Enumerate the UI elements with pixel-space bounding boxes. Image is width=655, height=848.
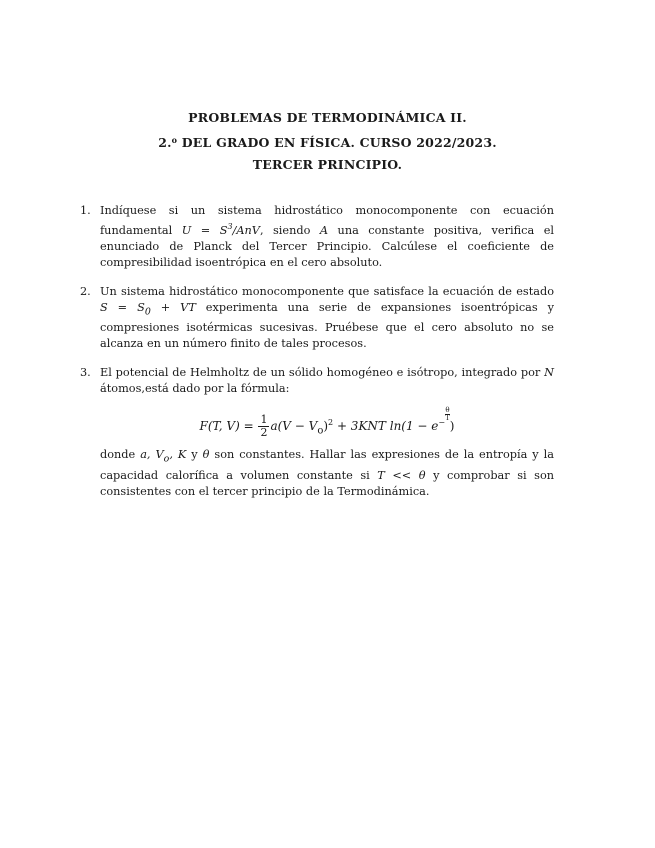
problem-text: Un sistema hidrostático monocomponente que satisface la ecuación de estado $S = S_0$ + VT experimenta una serie de expansiones isoentrópicas y compresiones isotérmicas sucesivas. Pruébese que el cero absoluto no se alcanza en un número finito de tales procesos. [100,284,554,351]
document-header [0,107,655,176]
header-title: PROBLEMAS DE TERMODINÁMICA II. [188,110,467,125]
header-course: 2.$^o$ DEL GRADO EN FÍSICA. CURSO 2022/2023. [158,135,497,150]
problem-2 [80,284,554,352]
problem-list [80,203,554,513]
problem-1 [80,203,554,271]
equation: $S = S_0$ + VT [100,300,196,318]
problem-3 [80,365,554,500]
problem-text: Indíquese si un sistema hidrostático monocomponente con ecuación fundamental $U = S^3$/AnV, siendo A una constante positiva, verifica el enunciado de Planck del Tercer Principio. Calcúlese el coeficiente de compresibilidad isoentrópica en el cero absoluto. [100,204,554,269]
problem-number: 3. [80,366,91,380]
problem-number: 2. [80,284,91,298]
problem-number: 1. [80,204,91,217]
exponent-fraction: $\frac{\theta}{T}$ [445,406,450,423]
problem-text-continued: donde a, $V_o$, K y θ son constantes. Hallar las expresiones de la entropía y la capacidad calorífica a volumen constante si T << θ y comprobar si son consistentes con el tercer principio de la Termodinámica. [100,448,555,498]
equation: $U = S^3$/AnV [181,222,260,237]
problem-text: El potencial de Helmholtz de un sólido homogéneo e isótropo, integrado por N átomos,está dado por la fórmula: [100,366,554,396]
header-topic: TERCER PRINCIPIO. [252,157,403,172]
helmholtz-formula: F(T, V) = $\frac{1}{2}$ $a(V - V_o)^2 + 3KNT$ $\ln(1 - e^{- \frac{\theta}{T}}$ ) [199,406,455,440]
fraction-half: $\frac{1}{2}$ [260,413,268,440]
